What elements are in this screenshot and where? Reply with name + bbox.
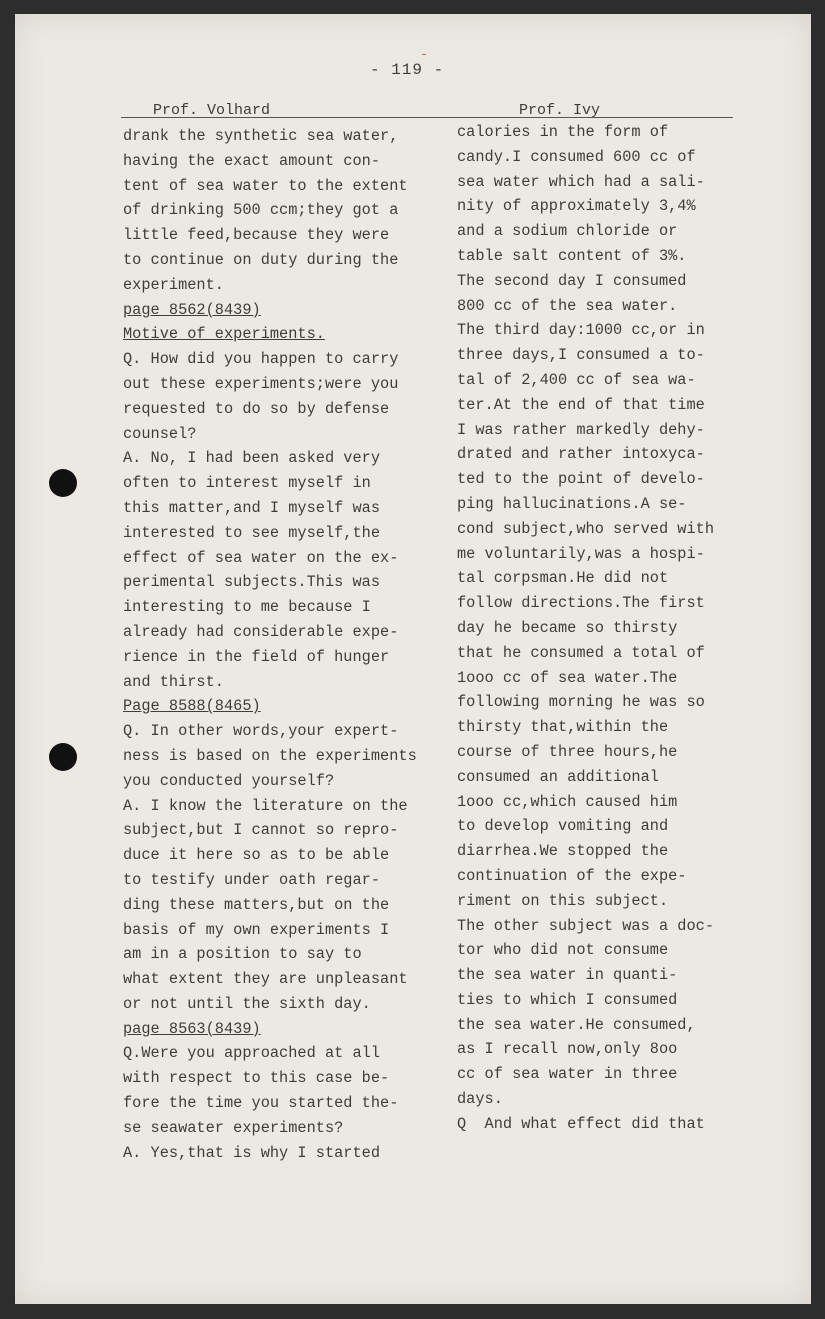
text-line: I was rather markedly dehy- [457,420,705,439]
text-line: ding these matters,but on the [123,895,390,914]
text-line: to testify under oath regar- [123,870,381,889]
text-line: Motive of experiments. [123,325,325,344]
text-line: page 8562(8439) [123,300,261,319]
text-line: tal corpsman.He did not [457,569,669,588]
text-line: diarrhea.We stopped the [457,842,669,861]
text-line: to develop vomiting and [457,817,669,836]
right-column-header: Prof. Ivy [519,102,601,119]
text-line: A. I know the literature on the [123,796,408,815]
text-line: tor who did not consume [457,941,669,960]
text-line: cond subject,who served with [457,519,715,538]
text-line: Page 8588(8465) [123,697,261,716]
text-line: to continue on duty during the [123,250,399,269]
text-line: that he consumed a total of [457,643,705,662]
document-page [15,14,811,1304]
text-line: Q. In other words,your expert- [123,722,399,741]
text-line: counsel? [123,424,197,443]
text-line: already had considerable expe- [123,622,399,641]
text-line: experiment. [123,275,224,294]
text-line: candy.I consumed 600 cc of [457,147,696,166]
text-line: 1ooo cc of sea water.The [457,668,678,687]
text-line: the sea water in quanti- [457,966,678,985]
page-number: - 119 - - [370,47,445,79]
text-line: having the exact amount con- [123,151,381,170]
text-line: follow directions.The first [457,594,705,613]
text-line: you conducted yourself? [123,771,335,790]
text-line: following morning he was so [457,693,705,712]
text-line: calories in the form of [457,123,669,141]
text-line: Q. How did you happen to carry [123,350,399,369]
text-line: duce it here so as to be able [123,846,390,865]
left-column-text [123,124,417,1165]
text-line: tal of 2,400 cc of sea wa- [457,370,696,389]
text-line: The third day:1000 cc,or in [457,321,705,340]
text-line: subject,but I cannot so repro- [123,821,399,840]
text-line: interested to see myself,the [123,523,381,542]
punch-hole-bottom [49,743,77,771]
text-line: am in a position to say to [123,945,362,964]
left-column-header: Prof. Volhard [153,102,271,119]
text-line: course of three hours,he [457,742,678,761]
text-line: little feed,because they were [123,226,390,245]
text-line: and a sodium chloride or [457,222,678,241]
text-line: A. Yes,that is why I started [123,1143,381,1162]
text-line: or not until the sixth day. [123,994,371,1013]
text-line: what extent they are unpleasant [123,970,408,989]
text-line: tent of sea water to the extent [123,176,408,195]
text-line: this matter,and I myself was [123,498,381,517]
text-line: page 8563(8439) [123,1019,261,1038]
text-line: se seawater experiments? [123,1118,344,1137]
text-line: fore the time you started the- [123,1094,399,1113]
text-line: riment on this subject. [457,891,669,910]
text-line: continuation of the expe- [457,866,687,885]
text-line: of drinking 500 ccm;they got a [123,201,399,220]
text-line: nity of approximately 3,4% [457,197,696,216]
text-line: 800 cc of the sea water. [457,296,678,315]
text-line: ties to which I consumed [457,990,678,1009]
text-line: requested to do so by defense [123,399,390,418]
text-line: perimental subjects.This was [123,573,381,592]
text-line: drated and rather intoxyca- [457,445,705,464]
text-line: and thirst. [123,672,224,691]
header-rule [121,117,733,118]
text-line: ter.At the end of that time [457,395,705,414]
text-line: Q.Were you approached at all [123,1044,381,1063]
text-line: as I recall now,only 8oo [457,1040,678,1059]
right-column-text [457,120,714,1137]
text-line: the sea water.He consumed, [457,1015,696,1034]
text-line: out these experiments;were you [123,374,399,393]
text-line: cc of sea water in three [457,1065,678,1084]
text-line: 1ooo cc,which caused him [457,792,678,811]
text-line: drank the synthetic sea water, [123,127,399,145]
text-line: basis of my own experiments I [123,920,390,939]
text-line: thirsty that,within the [457,718,669,737]
text-line: days. [457,1090,503,1109]
text-line: ness is based on the experiments [123,746,417,765]
text-line: ping hallucinations.A se- [457,494,687,513]
text-line: often to interest myself in [123,474,371,493]
text-line: The second day I consumed [457,271,687,290]
text-line: ted to the point of develo- [457,470,705,489]
text-line: The other subject was a doc- [457,916,715,935]
text-line: Q And what effect did that [457,1114,705,1133]
text-line: interesting to me because I [123,598,371,617]
text-line: effect of sea water on the ex- [123,548,399,567]
text-line: with respect to this case be- [123,1069,390,1088]
text-line: day he became so thirsty [457,618,678,637]
text-line: me voluntarily,was a hospi- [457,544,705,563]
text-line: rience in the field of hunger [123,647,390,666]
text-line: consumed an additional [457,767,659,786]
text-line: A. No, I had been asked very [123,449,381,468]
text-line: table salt content of 3%. [457,246,687,265]
text-line: three days,I consumed a to- [457,346,705,365]
punch-hole-top [49,469,77,497]
page-mark: - [420,47,430,63]
text-line: sea water which had a sali- [457,172,705,191]
